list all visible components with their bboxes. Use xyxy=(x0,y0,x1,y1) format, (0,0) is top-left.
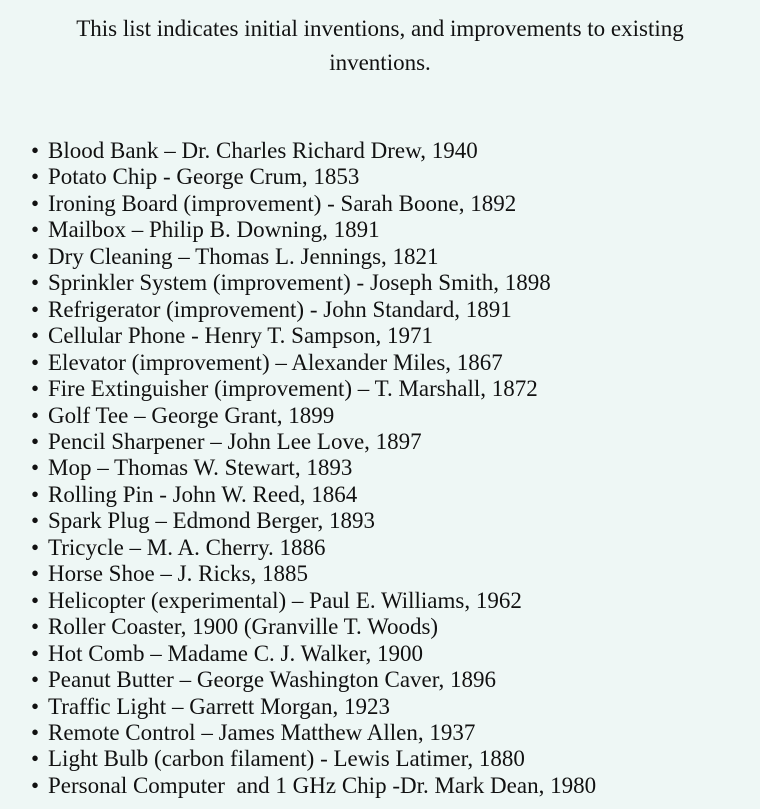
list-item xyxy=(31,667,596,693)
bullet-icon: • xyxy=(31,667,40,693)
invention-text: Light Bulb (carbon filament) - Lewis Latimer, 1880 xyxy=(48,746,525,772)
list-item xyxy=(31,720,596,746)
invention-text: Elevator (improvement) – Alexander Miles, 1867 xyxy=(48,349,503,375)
list-item xyxy=(31,376,596,402)
bullet-icon: • xyxy=(31,614,40,640)
bullet-icon: • xyxy=(31,508,40,534)
list-item xyxy=(31,535,596,561)
invention-text: Rolling Pin - John W. Reed, 1864 xyxy=(48,481,358,507)
bullet-icon: • xyxy=(31,534,40,560)
bullet-icon: • xyxy=(31,402,40,428)
invention-text: Golf Tee – George Grant, 1899 xyxy=(48,402,335,428)
list-item xyxy=(31,191,596,217)
list-item xyxy=(31,561,596,587)
list-item xyxy=(31,323,596,349)
list-item xyxy=(31,297,596,323)
list-item xyxy=(31,694,596,720)
invention-text: Horse Shoe – J. Ricks, 1885 xyxy=(48,561,309,587)
bullet-icon: • xyxy=(31,296,40,322)
bullet-icon: • xyxy=(31,164,40,190)
bullet-icon: • xyxy=(31,746,40,772)
list-item xyxy=(31,746,596,772)
invention-text: Ironing Board (improvement) - Sarah Boone, 1892 xyxy=(48,190,517,216)
list-item xyxy=(31,138,596,164)
invention-text: Mailbox – Philip B. Downing, 1891 xyxy=(48,217,380,243)
list-item xyxy=(31,164,596,190)
invention-text: Dry Cleaning – Thomas L. Jennings, 1821 xyxy=(48,243,439,269)
bullet-icon: • xyxy=(31,349,40,375)
list-item xyxy=(31,270,596,296)
invention-text: Mop – Thomas W. Stewart, 1893 xyxy=(48,455,353,481)
invention-text: Fire Extinguisher (improvement) – T. Marshall, 1872 xyxy=(48,376,538,402)
bullet-icon: • xyxy=(31,693,40,719)
inventions-list xyxy=(31,138,596,799)
invention-text: Traffic Light – Garrett Morgan, 1923 xyxy=(48,693,390,719)
bullet-icon: • xyxy=(31,455,40,481)
invention-text: Helicopter (experimental) – Paul E. Williams, 1962 xyxy=(48,587,522,613)
invention-text: Personal Computer and 1 GHz Chip -Dr. Mark Dean, 1980 xyxy=(48,772,597,798)
list-item xyxy=(31,217,596,243)
invention-text: Peanut Butter – George Washington Caver, 1896 xyxy=(48,667,496,693)
invention-text: Remote Control – James Matthew Allen, 1937 xyxy=(48,719,476,745)
bullet-icon: • xyxy=(31,772,40,798)
list-item xyxy=(31,455,596,481)
list-item xyxy=(31,641,596,667)
invention-text: Tricycle – M. A. Cherry. 1886 xyxy=(48,534,326,560)
bullet-icon: • xyxy=(31,270,40,296)
intro-text: This list indicates initial inventions, and improvements to existing inventions. xyxy=(76,16,684,75)
bullet-icon: • xyxy=(31,481,40,507)
invention-text: Sprinkler System (improvement) - Joseph Smith, 1898 xyxy=(48,270,551,296)
list-item xyxy=(31,244,596,270)
list-item xyxy=(31,482,596,508)
invention-text: Pencil Sharpener – John Lee Love, 1897 xyxy=(48,428,422,454)
bullet-icon: • xyxy=(31,561,40,587)
invention-text: Roller Coaster, 1900 (Granville T. Woods) xyxy=(48,614,439,640)
bullet-icon: • xyxy=(31,428,40,454)
list-item xyxy=(31,614,596,640)
bullet-icon: • xyxy=(31,376,40,402)
invention-text: Potato Chip - George Crum, 1853 xyxy=(48,164,360,190)
invention-text: Hot Comb – Madame C. J. Walker, 1900 xyxy=(48,640,423,666)
bullet-icon: • xyxy=(31,587,40,613)
list-item xyxy=(31,773,596,799)
bullet-icon: • xyxy=(31,138,40,163)
list-item xyxy=(31,350,596,376)
bullet-icon: • xyxy=(31,640,40,666)
bullet-icon: • xyxy=(31,323,40,349)
bullet-icon: • xyxy=(31,190,40,216)
bullet-icon: • xyxy=(31,719,40,745)
invention-text: Refrigerator (improvement) - John Standard, 1891 xyxy=(48,296,512,322)
bullet-icon: • xyxy=(31,217,40,243)
list-item xyxy=(31,588,596,614)
invention-text: Cellular Phone - Henry T. Sampson, 1971 xyxy=(48,323,433,349)
list-item xyxy=(31,508,596,534)
list-item xyxy=(31,429,596,455)
bullet-icon: • xyxy=(31,243,40,269)
invention-text: Blood Bank – Dr. Charles Richard Drew, 1940 xyxy=(48,138,478,163)
invention-text: Spark Plug – Edmond Berger, 1893 xyxy=(48,508,376,534)
list-item xyxy=(31,403,596,429)
